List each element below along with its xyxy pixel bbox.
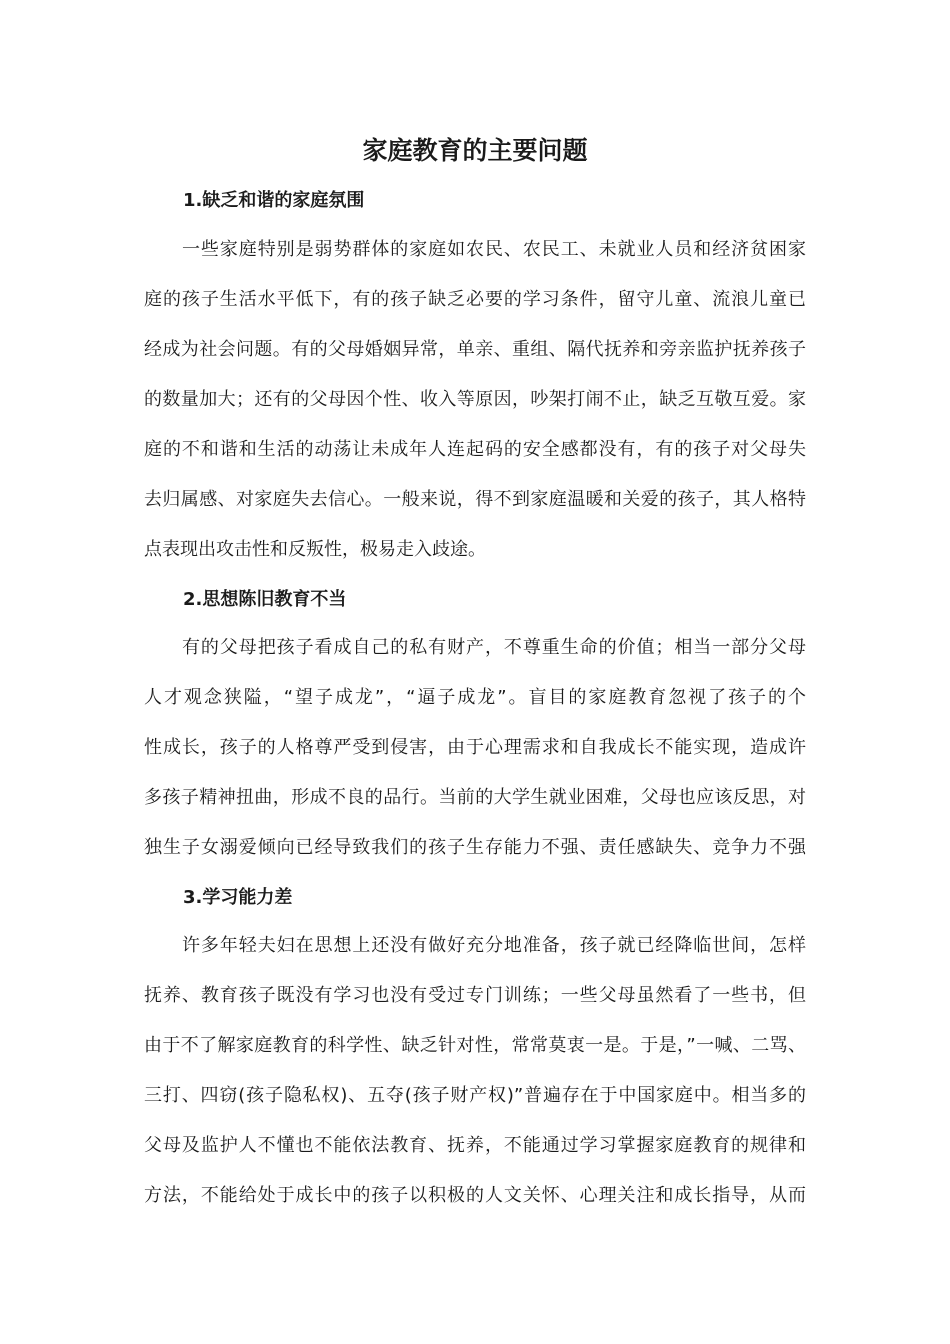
paragraph-line: 一些家庭特别是弱势群体的家庭如农民、农民工、未就业人员和经济贫困家: [182, 239, 806, 260]
paragraph-line: 抚养、教育孩子既没有学习也没有受过专门训练；一些父母虽然看了一些书，但: [144, 985, 806, 1006]
paragraph-line: 性成长，孩子的人格尊严受到侵害，由于心理需求和自我成长不能实现，造成许: [144, 737, 806, 758]
paragraph-line: 由于不了解家庭教育的科学性、缺乏针对性，常常莫衷一是。于是，”一喊、二骂、: [144, 1035, 806, 1056]
paragraph-line: 有的父母把孩子看成自己的私有财产，不尊重生命的价值；相当一部分父母: [182, 637, 806, 658]
paragraph-line: 的数量加大；还有的父母因个性、收入等原因，吵架打闹不止，缺乏互敬互爱。家: [144, 389, 806, 410]
paragraph-line: 点表现出攻击性和反叛性，极易走入歧途。: [144, 539, 486, 560]
section-heading-1: 1.缺乏和谐的家庭氛围: [183, 190, 365, 211]
paragraph-line: 人才观念狭隘，“望子成龙”，“逼子成龙”。盲目的家庭教育忽视了孩子的个: [144, 687, 806, 708]
paragraph-line: 去归属感、对家庭失去信心。一般来说，得不到家庭温暖和关爱的孩子，其人格特: [144, 489, 806, 510]
section-heading-2: 2.思想陈旧教育不当: [183, 589, 347, 610]
paragraph-line: 多孩子精神扭曲，形成不良的品行。当前的大学生就业困难，父母也应该反思，对: [144, 787, 806, 808]
section-1-paragraph: [144, 225, 806, 575]
section-3-paragraph: [144, 921, 806, 1221]
paragraph-line: 方法，不能给处于成长中的孩子以积极的人文关怀、心理关注和成长指导，从而: [144, 1185, 806, 1206]
section-2-paragraph: [144, 623, 806, 873]
paragraph-line: 父母及监护人不懂也不能依法教育、抚养，不能通过学习掌握家庭教育的规律和: [144, 1135, 806, 1156]
paragraph-line: 三打、四窃(孩子隐私权)、五夺(孩子财产权)”普遍存在于中国家庭中。相当多的: [144, 1085, 806, 1106]
section-heading-3: 3.学习能力差: [183, 887, 293, 908]
paragraph-line: 庭的孩子生活水平低下，有的孩子缺乏必要的学习条件，留守儿童、流浪儿童已: [144, 289, 806, 310]
paragraph-line: 独生子女溺爱倾向已经导致我们的孩子生存能力不强、责任感缺失、竞争力不强: [144, 837, 806, 858]
paragraph-line: 经成为社会问题。有的父母婚姻异常，单亲、重组、隔代抚养和旁亲监护抚养孩子: [144, 339, 806, 360]
paragraph-line: 庭的不和谐和生活的动荡让未成年人连起码的安全感都没有，有的孩子对父母失: [144, 439, 806, 460]
document-title: 家庭教育的主要问题: [362, 136, 588, 165]
paragraph-line: 许多年轻夫妇在思想上还没有做好充分地准备，孩子就已经降临世间，怎样: [182, 935, 806, 956]
